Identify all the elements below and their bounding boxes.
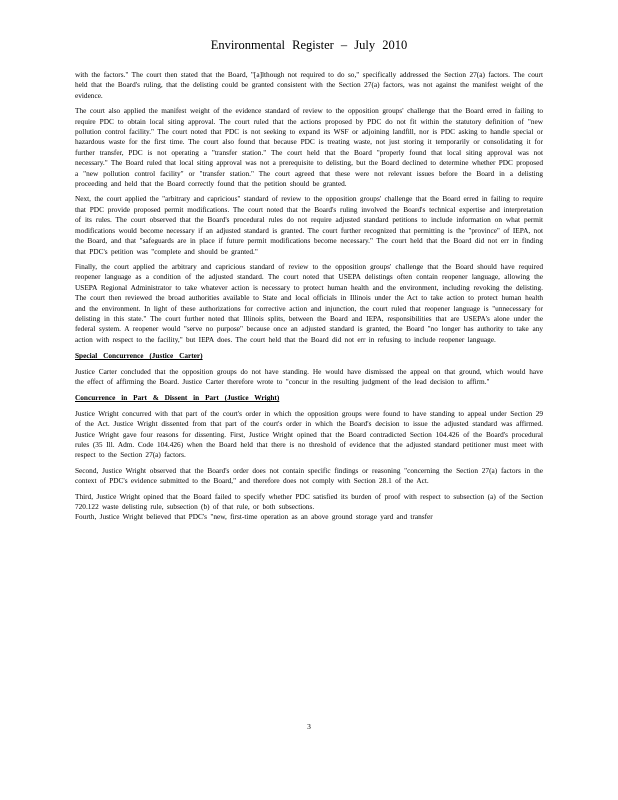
page-body [75,70,543,528]
body-paragraph: The court also applied the manifest weight of the evidence standard of review to the opposition groups' challenge that the Board erred in failing to require PDC to obtain local siting approval. The court ruled that the actions proposed by PDC do not fit within the statutory definition of "new pollution control facility." The court noted that PDC is not seeking to expand its WSF or adjoining landfill, nor is PDC asking to handle special or hazardous waste for the first time. The court also found that because PDC is treating waste, not just storing it temporarily or consolidating it for further transfer, PDC is not operating a "transfer station." The court held that the Board "properly found that local siting approval was not necessary." The Board ruled that local siting approval was not a prerequisite to delisting, but the Board declined to determine whether PDC proposed a "new pollution control facility" or "transfer station." The court agreed that these were not relevant issues before the Board in a delisting proceeding and held that the Board correctly found that the petition should be granted. [75,106,543,189]
section-heading-special-concurrence: Special Concurrence (Justice Carter) [75,351,203,361]
body-paragraph: Second, Justice Wright observed that the Board's order does not contain specific findings or reasoning "concerning the Section 27(a) factors in the context of PDC's evidence submitted to the Board," and therefore does not comply with Section 28.1 of the Act. [75,465,543,486]
body-paragraph: Justice Carter concluded that the opposition groups do not have standing. He would have dismissed the appeal on that ground, which would have the effect of affirming the Board. Justice Carter therefore wrote to "concur in the resulting judgment of the lead decision to affirm." [75,366,543,386]
body-paragraph: with the factors." The court then stated that the Board, "[a]lthough not required to do so," specifically addressed the Section 27(a) factors. The court held that the Board's ruling, that the delisting could be granted consistent with the Section 27(a) factors, was not against the manifest weight of the evidence. [75,70,543,100]
section-heading-concurrence-dissent: Concurrence in Part & Dissent in Part (Justice Wright) [75,393,280,403]
page-header: Environmental Register – July 2010 [210,38,408,52]
body-paragraph: Finally, the court applied the arbitrary and capricious standard of review to the opposition groups' challenge that the Board should have required reopener language as a condition of the adjusted standard. The court noted that USEPA delistings often contain reopener language, allowing the USEPA Regional Administrator to take whatever action is necessary to protect human health and the environment, including revoking the delisting. The court then reviewed the broad authorities available to State and local officials in Illinois under the Act to take action to protect human health and the environment. In light of these authorizations for corrective action and injunction, the court ruled that reopener language is "unnecessary for delisting in this state." The court further noted that Illinois splits, between the Board and IEPA, responsibilities that are USEPA's alone under the federal system. A reopener would "serve no purpose" because once an adjusted standard is granted, the Board "no longer has authority to take any action with respect to the facility," but IEPA does. The court held that the Board did not err in refusing to include reopener language. [75,261,543,344]
body-paragraph: Third, Justice Wright opined that the Board failed to specify whether PDC satisfied its burden of proof with respect to subsection (a) of the Section 720.122 waste delisting rule, subsection (b) of that rule, or both subsections. [75,491,543,512]
page-number: 3 [307,722,311,731]
body-paragraph: Fourth, Justice Wright believed that PDC's "new, first-time operation as an above ground storage yard and transfer [75,512,433,522]
body-paragraph: Next, the court applied the "arbitrary and capricious" standard of review to the opposition groups' challenge that the Board erred in failing to require that PDC provide proposed permit modifications. The court noted that the Board's ruling involved the Board's technical expertise and interpretation of its rules. The court observed that the Board's procedural rules do not require adjusted standard petitions to include information on what permit modifications would become necessary if an adjusted standard is granted. The court further recognized that permitting is the "province" of IEPA, not the Board, and that "safeguards are in place if future permit modifications become necessary." The court held that the Board did not err in finding that PDC's petition was "complete and should be granted." [75,194,543,256]
body-paragraph: Justice Wright concurred with that part of the court's order in which the opposition groups were found to have standing to appeal under Section 29 of the Act. Justice Wright dissented from that part of the court's order in which the Board's decision to issue the adjusted standard was affirmed. Justice Wright gave four reasons for dissenting. First, Justice Wright opined that the Board contradicted Section 104.426 of the Board's procedural rules (35 Ill. Adm. Code 104.426) when the Board held that there is no threshold of evidence that the adjusted standard petitioner must meet with respect to the Section 27(a) factors. [75,408,543,460]
